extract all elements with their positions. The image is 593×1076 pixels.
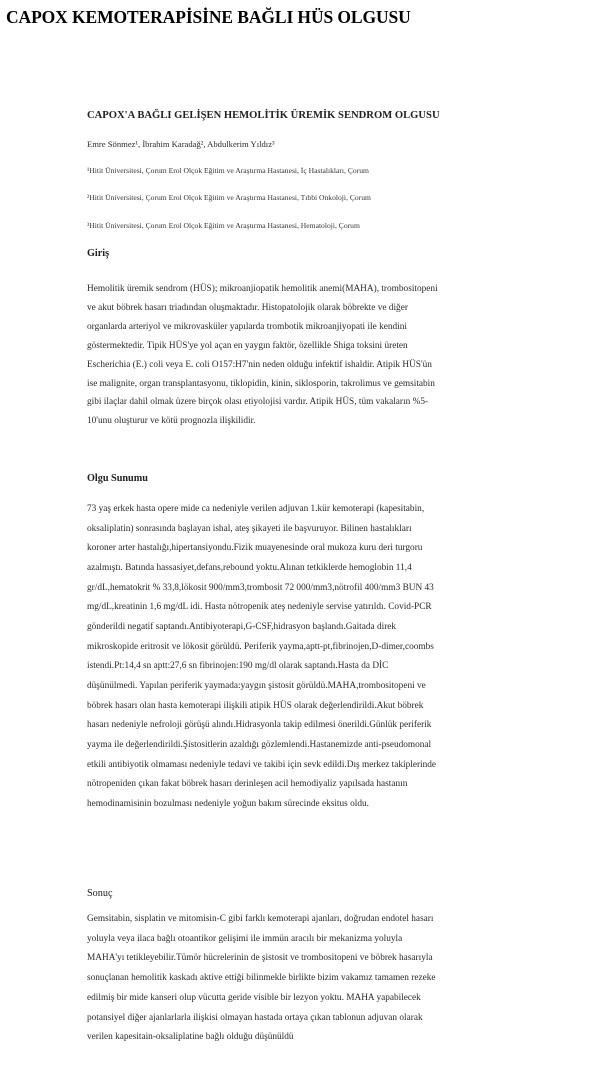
affiliation-1: ¹Hitit Üniversitesi, Çorum Erol Olçok Eğitim ve Araştırma Hastanesi, İç Hastalıkları, Çorum — [87, 166, 369, 175]
section-heading-giris: Giriş — [87, 248, 110, 259]
text-line: gr/dL,hematokrit % 33,8,lökosit 900/mm3,trombosit 72 000/mm3,nötrofil 400/mm3 BUN 43 — [87, 582, 434, 593]
text-line: gönderildi negatif saptandı.Antibiyoterapi,G-CSF,hidrasyon başlandı.Gaitada direk — [87, 621, 397, 632]
section-heading-olgu-sunumu: Olgu Sunumu — [87, 473, 148, 484]
paragraph-sonuc — [87, 910, 577, 1048]
text-line: Hemolitik üremik sendrom (HÜS); mikroanjiopatik hemolitik anemi(MAHA), trombositopeni — [87, 284, 438, 294]
section-heading-sonuc: Sonuç — [87, 888, 113, 899]
text-line: yayma ile değerlendirildi.Şistositlerin azaldığı gözlemlendi.Hastanemizde anti-pseudomonal — [87, 739, 432, 750]
text-line: etkili antibiyotik olmaması nedeniyle tedavi ve takibi için sevk edildi.Dış merkez takiplerinde — [87, 759, 437, 770]
text-line: nötropeniden çıkan fakat böbrek hasarı derinleşen acil hemodiyaliz yapılsada hastanın — [87, 779, 408, 790]
author-list: Emre Sönmez¹, İbrahim Karadağ², Abdulkerim Yıldız³ — [87, 139, 275, 149]
paragraph-giris — [87, 280, 577, 431]
text-line: mg/dL,kreatinin 1,6 mg/dL idi. Hasta nötropenik ateş nedeniyle servise yatırıldı. Covid-PCR — [87, 602, 432, 613]
text-line: verilen kapesitain-oksaliplatine bağlı olduğu düşünüldü — [87, 1032, 294, 1043]
page-title: CAPOX KEMOTERAPİSİNE BAĞLI HÜS OLGUSU — [6, 7, 411, 27]
document-title: CAPOX'A BAĞLI GELİŞEN HEMOLİTİK ÜREMİK SENDROM OLGUSU — [87, 110, 440, 121]
text-line: Gemsitabin, sisplatin ve mitomisin-C gibi farklı kemoterapi ajanları, doğrudan endotel hasarı — [87, 914, 434, 924]
text-line: hasarı nedeniyle nefroloji görüşü alındı.Hidrasyonla takip edilmesi önerildi.Günlük periferik — [87, 720, 432, 731]
text-line: potansiyel diğer ajanlarlarla ilişkisi olmayan hastada ortaya çıkan tablonun adjuvan olarak — [87, 1012, 423, 1023]
text-line: gibi ilaçlar dahil olmak üzere birçok olası etiyolojisi vardır. Atipik HÜS, tüm vakaların %5- — [87, 397, 429, 408]
text-line: yoluyla veya ilaca bağlı otoantikor gelişimi ile immün aracılı bir mekanizma yoluyla — [87, 933, 403, 944]
text-line: koroner arter hastalığı,hipertansiyondu.Fizik muayenesinde oral mukoza kuru deri turgoru — [87, 543, 423, 554]
text-line: azalmıştı. Batında hassasiyet,defans,rebound yoktu.Alınan tetkiklerde hemoglobin 11,4 — [87, 562, 412, 573]
text-line: böbrek hasarı olan hasta kemoterapi ilişkili atipik HÜS olarak değerlendirildi.Akut böbrek — [87, 700, 424, 711]
text-line: mikroskopide eritrosit ve lökosit görüldü. Periferik yayma,aptt-pt,fibrinojen,D-dimer,coombs — [87, 641, 434, 652]
text-line: hemodinamisinin bozulması nedeniyle yoğun bakım sürecinde eksitus oldu. — [87, 798, 369, 809]
text-line: 73 yaş erkek hasta opere mide ca nedeniyle verilen adjuvan 1.kür kemoterapi (kapesitabin, — [87, 504, 425, 514]
text-line: ve akut böbrek hasarı triadından oluşmaktadır. Histopatolojik olarak böbrekte ve diğer — [87, 302, 408, 313]
text-line: düşünülmedi. Yapılan periferik yaymada:yaygın şistosit görüldü.MAHA,trombositopeni ve — [87, 680, 426, 691]
text-line: organlarda arteriyol ve mikrovasküler yapılarda trombotik mikroanjiyopati ile kendini — [87, 321, 407, 332]
scanned-document — [0, 40, 593, 1076]
affiliation-2: ²Hitit Üniversitesi, Çorum Erol Olçok Eğitim ve Araştırma Hastanesi, Tıbbi Onkoloji, Çorum — [87, 193, 371, 202]
paragraph-olgu-sunumu — [87, 500, 577, 815]
text-line: oksaliplatin) sonrasında başlayan ishal, ateş şikayeti ile başvuruyor. Bilinen hastalıkları — [87, 523, 412, 534]
affiliation-3: ³Hitit Üniversitesi, Çorum Erol Olçok Eğitim ve Araştırma Hastanesi, Hematoloji, Çorum — [87, 221, 360, 230]
text-line: 10'unu oluşturur ve kötü prognozla ilişkilidir. — [87, 416, 256, 427]
text-line: ise malignite, organ transplantasyonu, tiklopidin, kinin, siklosporin, takrolimus ve gemsitabin — [87, 378, 435, 389]
text-line: göstermektedir. Tipik HÜS'ye yol açan en yaygın faktör, özellikle Shiga toksini üreten — [87, 340, 408, 351]
text-line: sonuçlanan hemolitik kaskadı aktive ettiği bilinmekle birlikte bizim vakamız tamamen rezeke — [87, 973, 436, 984]
text-line: MAHA'yı tetikleyebilir.Tümör hücrelerinin de şistosit ve trombositopeni ve böbrek hasarıyla — [87, 953, 433, 964]
text-line: istendi.Pt:14,4 sn aptt:27,6 sn fibrinojen:190 mg/dl olarak saptandı.Hasta da DİC — [87, 661, 389, 672]
text-line: Escherichia (E.) coli veya E. coli O157:H7'nin neden olduğu infektif ishaldir. Atipik HÜS'ün — [87, 359, 432, 370]
text-line: edilmiş bir mide kanseri olup vücutta geride visible bir lezyon yoktu. MAHA yapabilecek — [87, 992, 421, 1003]
